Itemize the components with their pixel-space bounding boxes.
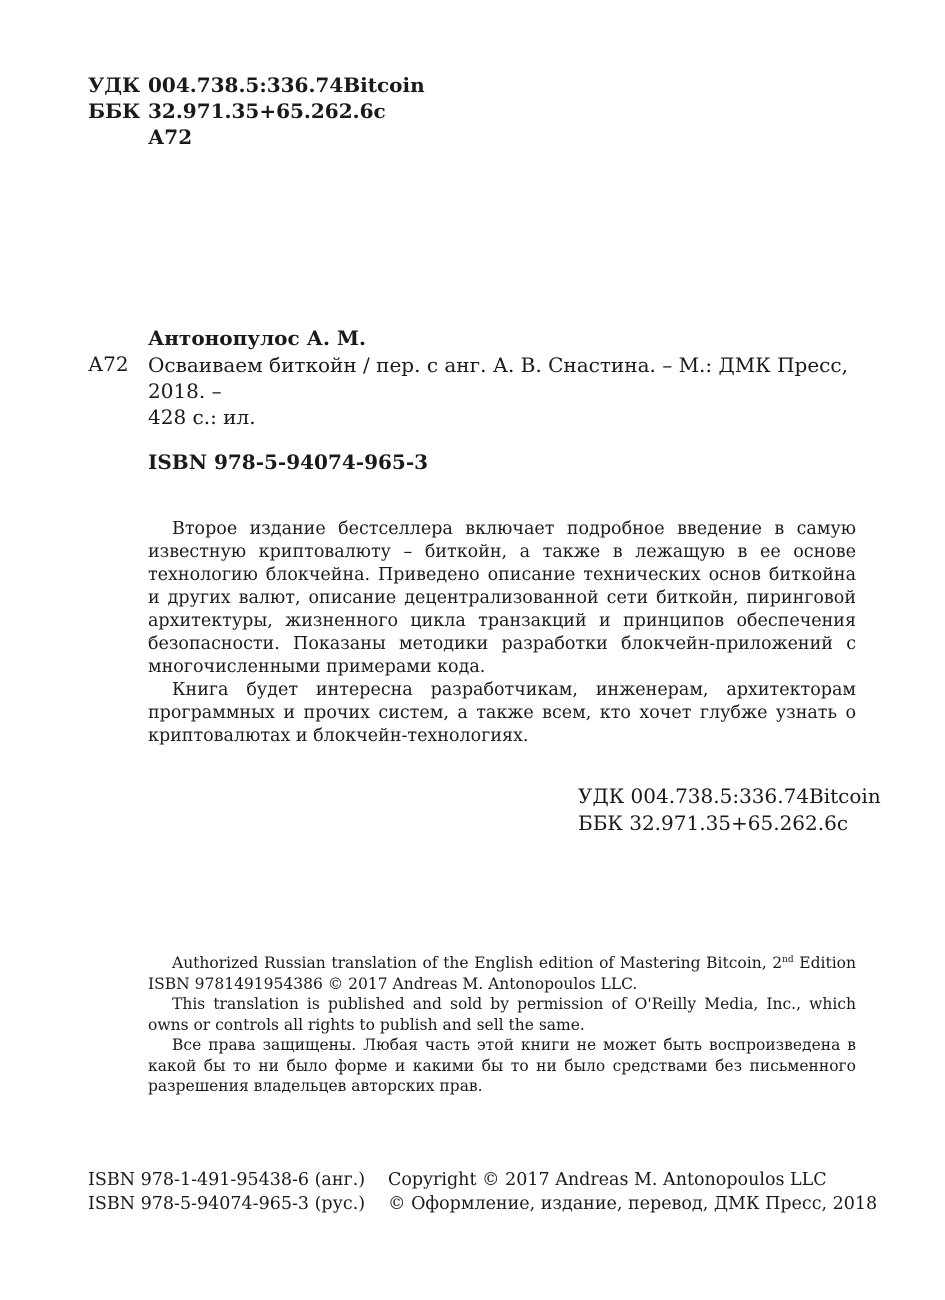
udk-label: УДК [88,73,141,97]
copyright-russian: © Оформление, издание, перевод, ДМК Пресс, 2018 [388,1194,878,1214]
author-code-row-top [88,124,192,150]
footer-copyrights [388,1168,877,1216]
udk-row-top [88,72,425,98]
bibliographic-line-2: 428 с.: ил. [148,405,256,429]
author-name: Антонопулос А. М. [148,326,366,350]
annotation-paragraph: Книга будет интересна разработчикам, инженерам, архитекторам программных и прочих систем, а также всем, кто хочет глубже узнать о криптовалютах и блокчейн-технологиях. [148,680,856,746]
isbn-russian: ISBN 978-5-94074-965-3 (рус.) [88,1194,366,1214]
bbk-row-top [88,98,386,124]
edition-superscript: nd [782,955,794,965]
authorized-text-b: Edition ISBN 9781491954386 © 2017 Andreas M. Antonopoulos LLC. [148,954,856,993]
classification-bottom [578,783,881,837]
authorized-text-a: Authorized Russian translation of the English edition of Mastering Bitcoin, 2 [172,954,783,973]
annotation [148,518,856,748]
rights-note: Все права защищены. Любая часть этой книги не может быть воспроизведена в какой бы то ни было форме и какими бы то ни было средствами без письменного разрешения владельцев авторских прав. [148,1036,856,1096]
bbk-value: 32.971.35+65.262.6с [148,99,386,123]
copyright-english: Copyright © 2017 Andreas M. Antonopoulos LLC [388,1170,827,1190]
bibliographic-description [148,352,858,430]
permission-note: This translation is published and sold by permission of O'Reilly Media, Inc., which owns or controls all rights to publish and sell the same. [148,995,856,1034]
annotation-paragraph: Второе издание бестселлера включает подробное введение в самую известную криптовалюту – биткойн, а также в лежащую в ее основе технологию блокчейна. Приведено описание технических основ биткойна и других валют, описание децентрализованной сети биткойн, пиринговой архитектуры, жизненного цикла транзакций и принципов обеспечения безопасности. Показаны методики разработки блокчейн-приложений с многочисленными примерами кода. [148,519,856,677]
catalog-code: А72 [88,352,129,376]
udk-bottom: УДК 004.738.5:336.74Bitcoin [578,784,881,808]
author-code: А72 [148,125,193,149]
isbn-english: ISBN 978-1-491-95438-6 (анг.) [88,1170,366,1190]
udk-value: 004.738.5:336.74Bitcoin [148,73,425,97]
isbn-main: ISBN 978-5-94074-965-3 [148,450,429,474]
bbk-bottom: ББК 32.971.35+65.262.6с [578,811,849,835]
bibliographic-line-1: Осваиваем биткойн / пер. с анг. А. В. Снастина. – М.: ДМК Пресс, 2018. – [148,353,848,403]
footer-isbns [88,1168,365,1216]
copyright-notes [148,950,856,1097]
bbk-label: ББК [88,99,141,123]
authorized-translation-note [148,950,856,994]
